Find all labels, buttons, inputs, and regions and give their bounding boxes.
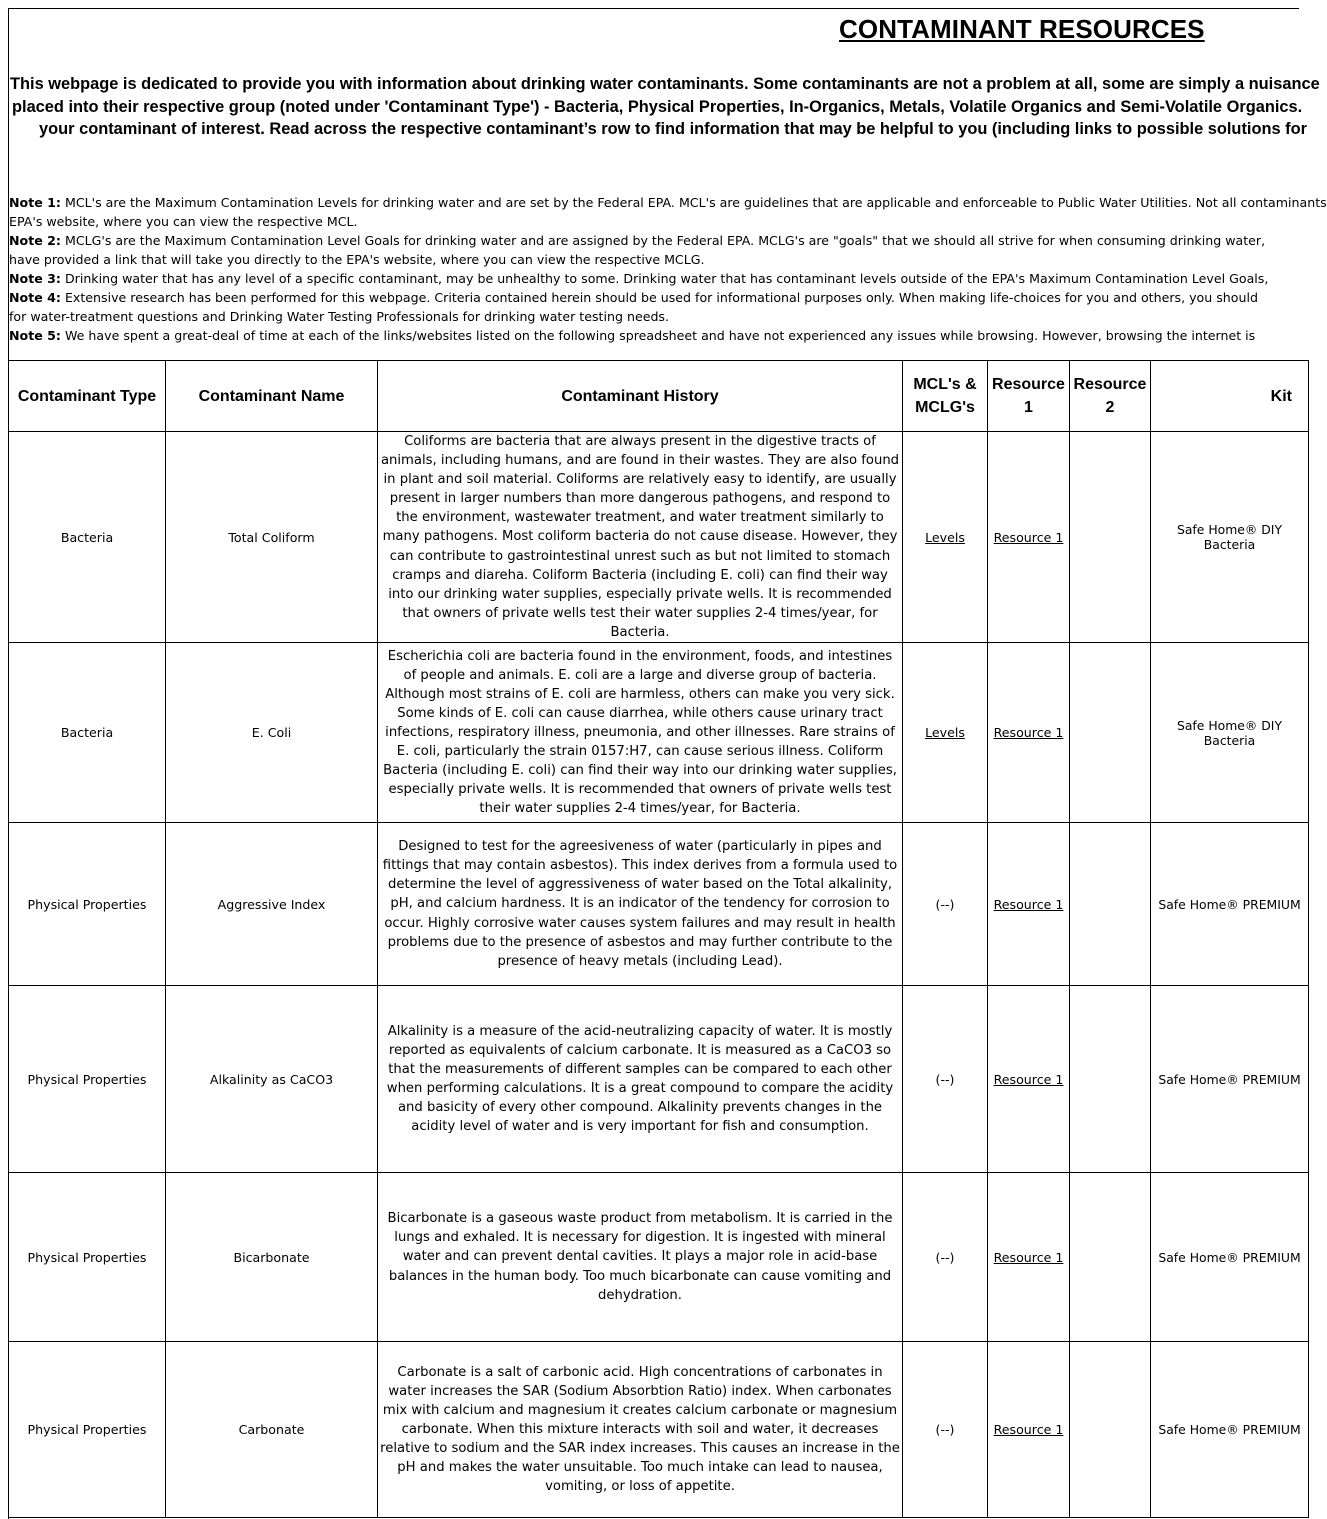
intro-line: your contaminant of interest. Read across the respective contaminant’s row to find information that may be helpful to you (including links to possible solutions for: [39, 120, 1307, 138]
cell-type: Physical Properties: [9, 823, 166, 986]
cell-mcl: [903, 643, 988, 823]
header-resource-2-line2: 2: [1105, 399, 1115, 416]
cell-resource-1: [988, 1342, 1070, 1518]
cell-name: Carbonate: [166, 1342, 378, 1518]
note-label: Note 2:: [9, 233, 61, 248]
cell-resource-2: [1070, 986, 1151, 1173]
cell-history: Escherichia coli are bacteria found in the environment, foods, and intestines of people and animals. E. coli are a large and diverse group of bacteria. Although most strains of E. coli are harmless, others can make you very sick. Some kinds of E. coli can cause diarrhea, while others cause urinary tract infections, respiratory illness, pneumonia, and other illnesses. Rare strains of E. coli, particularly the strain 0157:H7, can cause serious illness. Coliform Bacteria (including E. coli) can find their way into our drinking water supplies, especially private wells. It is recommended that owners of private wells test their water supplies 2-4 times/year, for Bacteria.: [378, 643, 903, 823]
contaminant-table: [8, 360, 1309, 1518]
note-text: MCLG's are the Maximum Contamination Level Goals for drinking water and are assigned by the Federal EPA. MCLG's are "goals" that we should all strive for when consuming drinking water,: [64, 233, 1266, 248]
note-label: Note 3:: [9, 271, 61, 286]
note-label: Note 5:: [9, 328, 61, 343]
note-2-cont: have provided a link that will take you directly to the EPA's website, where you can view the respective MCLG.: [9, 252, 705, 267]
resource-1-link[interactable]: Resource 1: [993, 725, 1064, 741]
table-row: [9, 643, 1309, 823]
cell-name: Bicarbonate: [166, 1173, 378, 1342]
cell-name: Total Coliform: [166, 432, 378, 643]
header-mcl-line2: MCLG's: [915, 399, 975, 416]
header-row: [9, 361, 1309, 432]
resource-1-link[interactable]: Resource 1: [993, 529, 1064, 545]
cell-resource-2: [1070, 432, 1151, 643]
cell-type: Bacteria: [9, 643, 166, 823]
cell-kit: Safe Home® PREMIUM: [1151, 986, 1309, 1173]
header-contaminant-type: Contaminant Type: [9, 361, 166, 432]
note-3: [9, 269, 1288, 288]
header-kit-label: Kit: [1270, 387, 1292, 405]
cell-resource-1: [988, 823, 1070, 986]
cell-name: E. Coli: [166, 643, 378, 823]
note-label: Note 4:: [9, 290, 61, 305]
cell-resource-1: [988, 986, 1070, 1173]
intro-paragraph: [0, 73, 1320, 141]
cell-mcl: (--): [903, 1173, 988, 1342]
cell-resource-1: [988, 432, 1070, 643]
header-contaminant-history: Contaminant History: [378, 361, 903, 432]
cell-kit: Safe Home® PREMIUM: [1151, 823, 1309, 986]
cell-history: Bicarbonate is a gaseous waste product from metabolism. It is carried in the lungs and exhaled. It is necessary for digestion. It is ingested with mineral water and can prevent dental cavities. It plays a major role in acid-base balances in the human body. Too much bicarbonate can cause vomiting and dehydration.: [378, 1173, 903, 1342]
table-row: [9, 823, 1309, 986]
cell-name: Alkalinity as CaCO3: [166, 986, 378, 1173]
cell-kit: Safe Home® DIY Bacteria: [1151, 643, 1309, 823]
cell-resource-2: [1070, 823, 1151, 986]
note-4-cont: for water-treatment questions and Drinking Water Testing Professionals for drinking water testing needs.: [9, 309, 670, 324]
note-label: Note 1:: [9, 195, 61, 210]
cell-type: Physical Properties: [9, 986, 166, 1173]
cell-resource-1: [988, 1173, 1070, 1342]
note-text: We have spent a great-deal of time at each of the links/websites listed on the following spreadsheet and have not experienced any issues while browsing. However, browsing the internet is: [64, 328, 1256, 343]
cell-kit: Safe Home® DIY Bacteria: [1151, 432, 1309, 643]
table-row: [9, 1342, 1309, 1518]
page-title: CONTAMINANT RESOURCES: [839, 14, 1205, 44]
cell-mcl: (--): [903, 1342, 988, 1518]
note-text: Extensive research has been performed for this webpage. Criteria contained herein should be used for informational purposes only. When making life-choices for you and others, you should: [64, 290, 1258, 305]
intro-line: placed into their respective group (noted under 'Contaminant Type') - Bacteria, Physical Properties, In-Organics, Metals, Volatile Organics and Semi-Volatile Organics.: [12, 97, 1303, 116]
header-resource-1: [988, 361, 1070, 432]
resource-1-link[interactable]: Resource 1: [993, 1071, 1064, 1087]
table-row: [9, 1173, 1309, 1342]
cell-mcl: (--): [903, 823, 988, 986]
cell-type: Physical Properties: [9, 1342, 166, 1518]
cell-mcl: (--): [903, 986, 988, 1173]
note-2: [9, 231, 1288, 250]
note-1: [9, 193, 1327, 212]
cell-resource-1: [988, 643, 1070, 823]
header-mcl: [903, 361, 988, 432]
resource-1-link[interactable]: Resource 1: [993, 1422, 1064, 1438]
note-text: Drinking water that has any level of a specific contaminant, may be unhealthy to some. Drinking water that has contaminant levels outside of the EPA's Maximum Contamination Level Goals,: [64, 271, 1269, 286]
notes-section: [9, 193, 1327, 345]
header-resource-1-line1: Resource: [992, 376, 1065, 393]
header-kit: [1151, 361, 1309, 432]
cell-type: Bacteria: [9, 432, 166, 643]
cell-mcl: [903, 432, 988, 643]
note-5: [9, 326, 1288, 345]
header-resource-2: [1070, 361, 1151, 432]
note-4: [9, 288, 1288, 307]
note-1-cont: EPA's website, where you can view the respective MCL.: [9, 214, 358, 229]
levels-link[interactable]: Levels: [925, 529, 965, 545]
cell-history: Carbonate is a salt of carbonic acid. High concentrations of carbonates in water increases the SAR (Sodium Absorbtion Ratio) index. When carbonates mix with calcium and magnesium it creates calcium carbonate or magnesium carbonate. When this mixture interacts with soil and water, it decreases relative to sodium and the SAR index increases. This causes an increase in the pH and makes the water unsuitable. Too much intake can lead to nausea, vomiting, or loss of appetite.: [378, 1342, 903, 1518]
cell-resource-2: [1070, 1173, 1151, 1342]
intro-line: This webpage is dedicated to provide you with information about drinking water contaminants. Some contaminants are not a problem at all, some are simply a nuisance: [10, 75, 1320, 93]
header-resource-1-line2: 1: [1024, 399, 1033, 416]
header-resource-2-line1: Resource: [1073, 376, 1147, 393]
cell-history: Coliforms are bacteria that are always present in the digestive tracts of animals, including humans, and are found in their wastes. They are also found in plant and soil material. Coliforms are relatively easy to identify, are usually present in larger numbers than more dangerous pathogens, and respond to the environment, wastewater treatment, and water treatment similarly to many pathogens. Most coliform bacteria do not cause disease. However, they can contribute to gastrointestinal unrest such as but not limited to stomach cramps and diareha. Coliform Bacteria (including E. coli) can find their way into our drinking water supplies, especially private wells. It is recommended that owners of private wells test their water supplies 2-4 times/year, for Bacteria.: [378, 432, 903, 643]
cell-kit: Safe Home® PREMIUM: [1151, 1173, 1309, 1342]
cell-kit: Safe Home® PREMIUM: [1151, 1342, 1309, 1518]
resource-1-link[interactable]: Resource 1: [993, 1249, 1064, 1265]
cell-name: Aggressive Index: [166, 823, 378, 986]
cell-resource-2: [1070, 643, 1151, 823]
cell-resource-2: [1070, 1342, 1151, 1518]
note-text: MCL's are the Maximum Contamination Levels for drinking water and are set by the Federal EPA. MCL's are guidelines that are applicable and enforceable to Public Water Utilities. Not all contaminants: [64, 195, 1327, 210]
header-contaminant-name: Contaminant Name: [166, 361, 378, 432]
cell-type: Physical Properties: [9, 1173, 166, 1342]
table-row: [9, 432, 1309, 643]
table-row: [9, 986, 1309, 1173]
resource-1-link[interactable]: Resource 1: [993, 896, 1064, 912]
cell-history: Designed to test for the agreesiveness of water (particularly in pipes and fittings that may contain asbestos). This index derives from a formula used to determine the level of aggressiveness of water based on the Total alkalinity, pH, and calcium hardness. It is an indicator of the tendency for corrosion to occur. Highly corrosive water causes system failures and may result in health problems due to the presence of asbestos and may further contribute to the presence of heavy metals (including Lead).: [378, 823, 903, 986]
levels-link[interactable]: Levels: [925, 725, 965, 741]
cell-history: Alkalinity is a measure of the acid-neutralizing capacity of water. It is mostly reported as equivalents of calcium carbonate. It is measured as a CaCO3 so that the measurements of different samples can be compared to each other when performing calculations. It is a great compound to compare the acidity and basicity of every other compound. Alkalinity prevents changes in the acidity level of water and is very important for fish and consumption.: [378, 986, 903, 1173]
header-mcl-line1: MCL's &: [913, 376, 977, 393]
